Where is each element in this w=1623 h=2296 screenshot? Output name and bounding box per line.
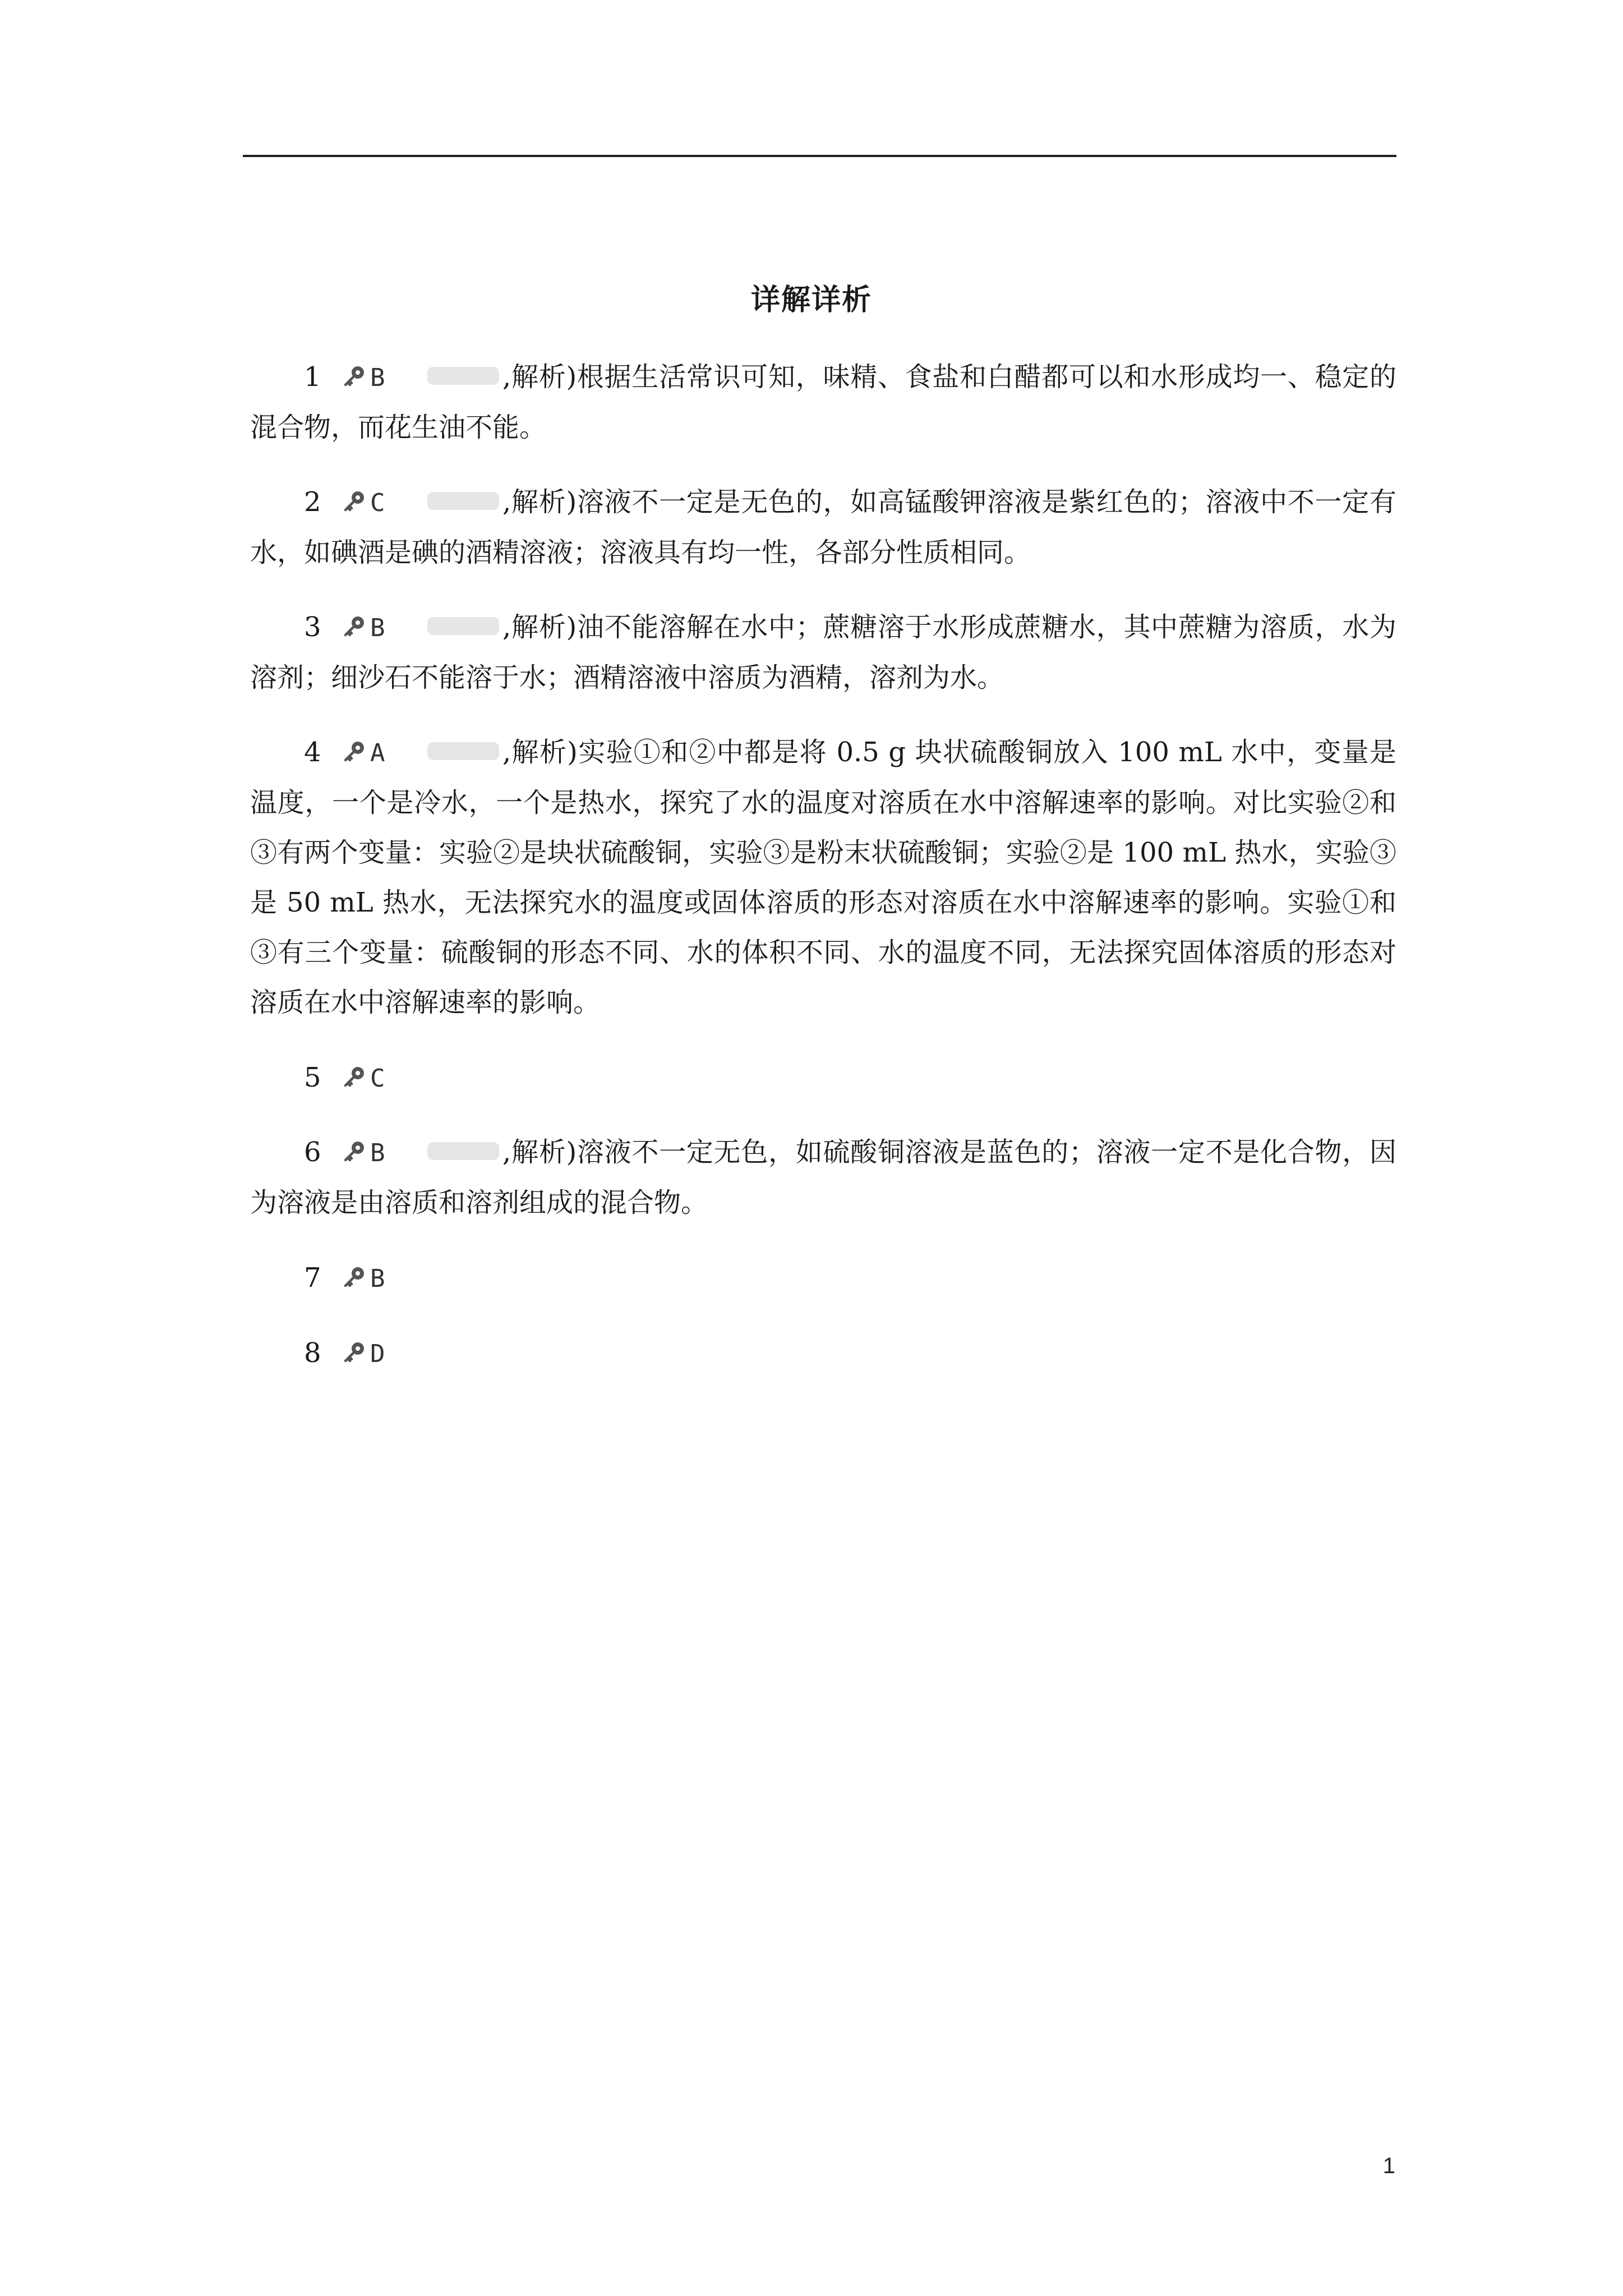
explanation-text: ,解析)实验①和②中都是将 0.5 g 块状硫酸铜放入 100 mL 水中，变量是温度，一个是冷水，一个是热水，探究了水的温度对溶质在水中溶解速率的影响。对比实验②和③有两个变量：实验②是块状硫酸铜，实验③是粉末状硫酸铜；实验②是 100 mL 热水，实验③是 50 mL 热水，无法探究水的温度或固体溶质的形态对溶质在水中溶解速率的影响。实验①和③有三个变量：硫酸铜的形态不同、水的体积不同、水的温度不同，无法探究固体溶质的形态对溶质在水中溶解速率的影响。 [250, 737, 1396, 1018]
placeholder-tag [427, 742, 499, 760]
answer-item-8 [250, 1328, 1396, 1379]
key-icon [342, 490, 366, 513]
key-icon [342, 1341, 366, 1364]
answer-item-6 [250, 1128, 1396, 1228]
answer-item-4 [250, 728, 1396, 1028]
item-number: 3 [304, 611, 321, 643]
item-number: 8 [304, 1337, 321, 1369]
key-icon [342, 365, 366, 388]
item-number: 4 [304, 737, 321, 768]
answer-item-3 [250, 602, 1396, 703]
answer-item-7 [250, 1253, 1396, 1304]
item-number: 1 [304, 361, 321, 393]
answer-letter: B [370, 614, 385, 642]
answer-letter: B [370, 1139, 385, 1167]
answer-letter: B [370, 1264, 385, 1293]
placeholder-tag [427, 1142, 499, 1160]
answer-letter: A [370, 739, 385, 767]
placeholder-tag [427, 617, 499, 635]
header-rule [243, 155, 1396, 157]
answer-letter: C [370, 1064, 385, 1093]
item-number: 2 [304, 486, 321, 518]
answer-letter: D [370, 1340, 385, 1368]
key-icon [342, 1140, 366, 1163]
item-number: 6 [304, 1137, 321, 1168]
key-icon [342, 615, 366, 638]
placeholder-tag [427, 367, 499, 385]
placeholder-tag [427, 492, 499, 510]
answer-letter: C [370, 489, 385, 517]
key-icon [342, 740, 366, 763]
answer-letter: B [370, 364, 385, 392]
explanation-text: ,解析)溶液不一定无色，如硫酸铜溶液是蓝色的；溶液一定不是化合物，因为溶液是由溶质和溶剂组成的混合物。 [250, 1137, 1396, 1218]
explanation-text: ,解析)油不能溶解在水中；蔗糖溶于水形成蔗糖水，其中蔗糖为溶质，水为溶剂；细沙石不能溶于水；酒精溶液中溶质为酒精，溶剂为水。 [250, 611, 1396, 693]
explanation-text: ,解析)根据生活常识可知，味精、食盐和白醋都可以和水形成均一、稳定的混合物，而花生油不能。 [250, 361, 1396, 443]
item-number: 7 [304, 1262, 321, 1294]
answer-item-5 [250, 1053, 1396, 1103]
item-number: 5 [304, 1062, 321, 1093]
answer-item-1 [250, 352, 1396, 453]
answer-item-2 [250, 477, 1396, 578]
key-icon [342, 1266, 366, 1289]
explanation-text: ,解析)溶液不一定是无色的，如高锰酸钾溶液是紫红色的；溶液中不一定有水，如碘酒是碘的酒精溶液；溶液具有均一性，各部分性质相同。 [250, 486, 1396, 568]
page-number: 1 [1382, 2154, 1395, 2178]
key-icon [342, 1065, 366, 1089]
document-title: 详解详析 [750, 283, 872, 317]
